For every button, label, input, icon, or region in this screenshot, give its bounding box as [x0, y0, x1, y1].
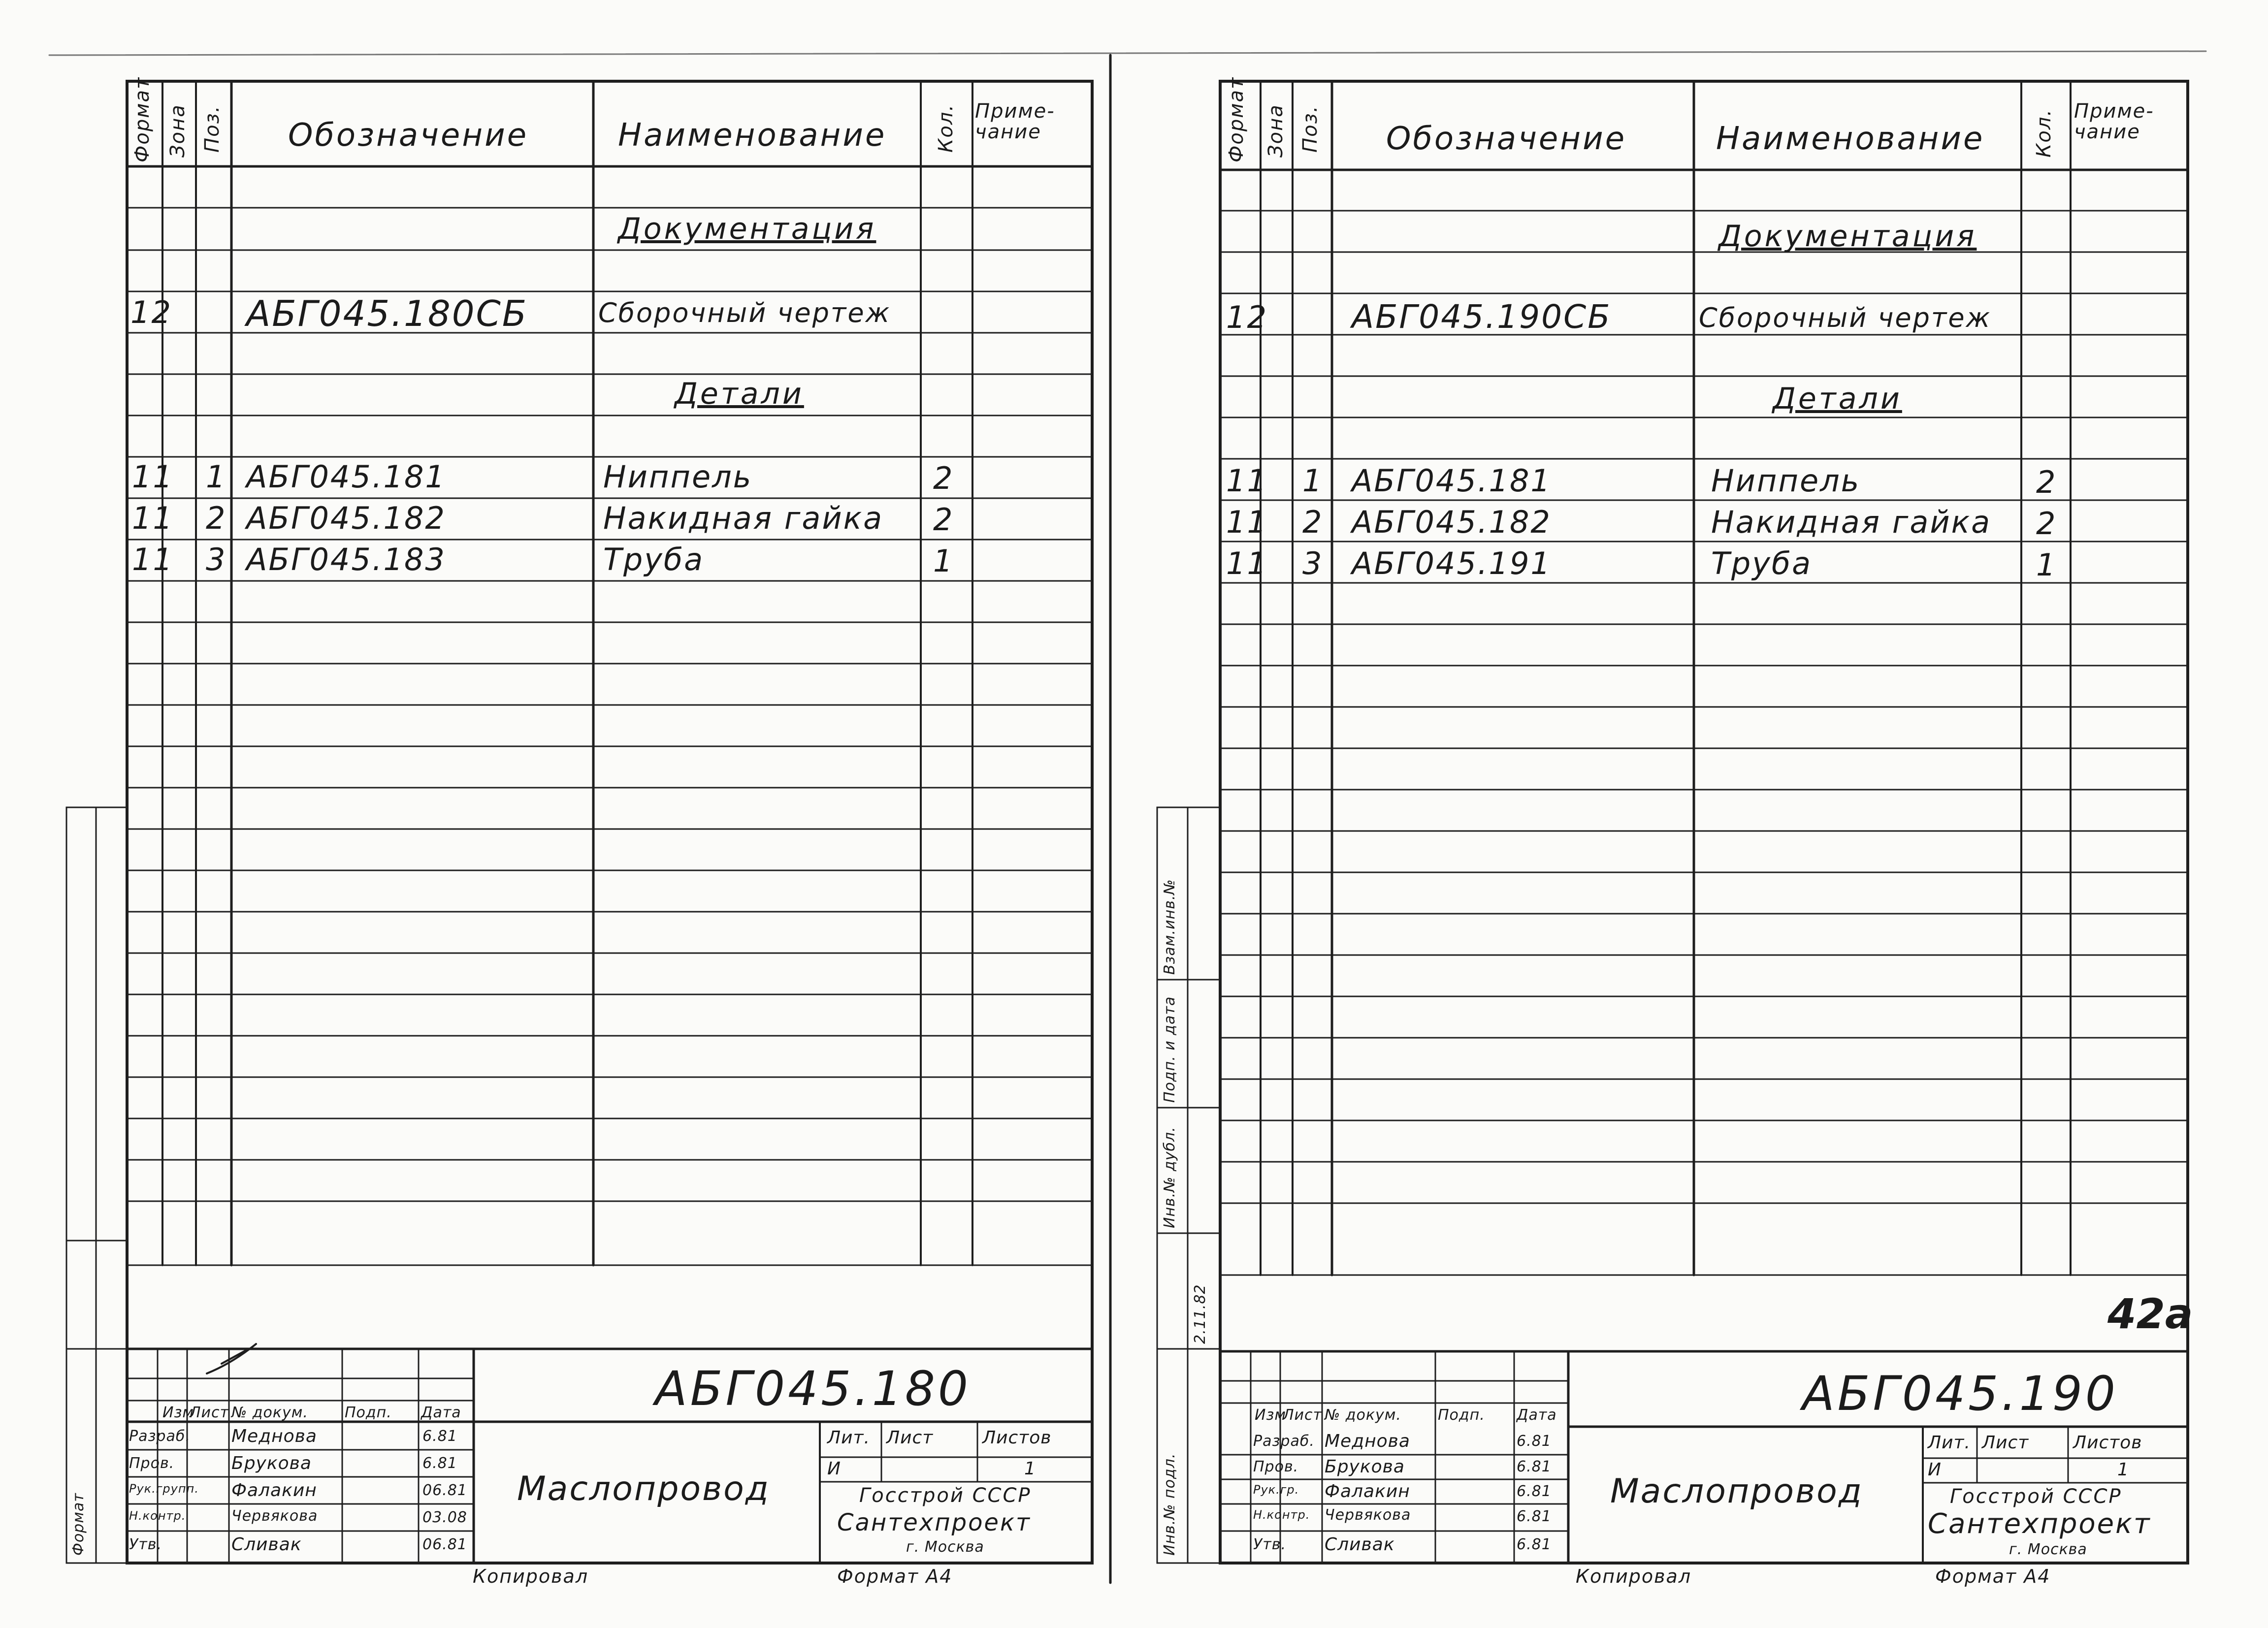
tb-header-docnum: № докум. [1325, 1406, 1401, 1424]
col-zone-header: Зона [166, 104, 189, 158]
signer-name: Фалакин [1325, 1481, 1410, 1501]
signer-date: 6.81 [1517, 1508, 1552, 1525]
col-note-header: Приме-чание [2074, 100, 2154, 143]
col-zone-header: Зона [1264, 104, 1287, 158]
sheets-label: Листов [982, 1428, 1052, 1448]
col-note-header: Приме-чание [975, 100, 1055, 143]
table-row-name: Ниппель [1711, 463, 1861, 499]
tb-header-sign: Подп. [1438, 1406, 1485, 1424]
signer-date: 6.81 [422, 1428, 457, 1445]
lit-value: И [827, 1459, 841, 1479]
signer-role: Разраб. [1253, 1433, 1315, 1450]
signer-date: 6.81 [1517, 1458, 1552, 1475]
page-mark: 42а [2107, 1290, 2193, 1338]
section-documentation: Документация [1718, 219, 1977, 254]
signer-role: Пров. [129, 1455, 175, 1472]
side-stamp-date-mark: 2.11.82 [1192, 1284, 1209, 1344]
product-name: Маслопровод [1610, 1472, 1863, 1511]
col-name-header: Наименование [1716, 121, 1985, 157]
product-name: Маслопровод [517, 1469, 770, 1508]
institute: Сантехпроект [1928, 1508, 2151, 1540]
table-row-format: 11 [1226, 545, 1268, 581]
signer-role: Н.контр. [129, 1509, 186, 1523]
col-qty-header: Кол. [935, 103, 957, 153]
lit-label: Лит. [827, 1428, 870, 1448]
signer-name: Брукова [1325, 1457, 1405, 1477]
footer-format: Формат А4 [1935, 1565, 2051, 1587]
table-row-pos: 1 [1302, 463, 1324, 499]
section-details: Детали [1773, 382, 1902, 416]
table-row-designation: АБГ045.182 [1352, 504, 1552, 540]
signer-role: Рук.гр. [1253, 1483, 1299, 1497]
col-qty-header: Кол. [2033, 108, 2055, 158]
signer-name: Меднова [1325, 1431, 1410, 1451]
signer-date: 6.81 [1517, 1483, 1552, 1500]
city: г. Москва [906, 1538, 984, 1556]
signer-role: Утв. [129, 1536, 162, 1553]
table-row-designation: АБГ045.191 [1352, 545, 1552, 581]
table-row-name: Сборочный чертеж [598, 297, 891, 328]
tb-header-list: Лист [190, 1404, 229, 1421]
table-row-qty: 2 [933, 502, 954, 538]
section-details: Детали [675, 377, 804, 411]
city: г. Москва [2009, 1541, 2087, 1558]
sheet-label: Лист [1982, 1433, 2029, 1453]
table-row-name: Сборочный чертеж [1699, 302, 1992, 333]
table-row-designation: АБГ045.182 [246, 500, 446, 536]
table-row-name: Труба [603, 542, 705, 577]
tb-header-date: Дата [1517, 1406, 1557, 1424]
table-row-format: 11 [132, 542, 174, 577]
tb-header-list: Лист [1283, 1406, 1323, 1424]
table-row-qty: 2 [933, 460, 954, 496]
lit-value: И [1928, 1460, 1942, 1480]
sheets-count: 1 [2117, 1460, 2129, 1480]
col-pos-header: Поз. [201, 105, 224, 153]
tb-header-izm: Изм [1255, 1406, 1287, 1424]
section-documentation: Документация [618, 212, 876, 246]
table-row-designation: АБГ045.183 [246, 542, 446, 577]
signer-date: 6.81 [422, 1455, 457, 1472]
col-pos-header: Поз. [1299, 105, 1322, 153]
col-designation-header: Обозначение [288, 117, 529, 154]
signer-name: Червякова [231, 1507, 318, 1525]
signer-date: 03.08 [422, 1509, 467, 1526]
table-row-qty: 2 [2036, 464, 2057, 500]
col-format-header: Формат [1225, 76, 1248, 162]
table-row-format: 11 [132, 500, 174, 536]
signer-role: Утв. [1253, 1536, 1286, 1553]
side-stamp-vzam: Взам.инв.№ [1161, 879, 1178, 975]
footer-copied: Копировал [1576, 1565, 1692, 1587]
signer-name: Фалакин [231, 1480, 317, 1500]
signer-role: Н.контр. [1253, 1508, 1310, 1522]
institute: Сантехпроект [837, 1509, 1031, 1536]
side-stamp-sign-date: Подп. и дата [1161, 996, 1178, 1103]
table-row-pos: 2 [1302, 504, 1324, 540]
organization: Госстрой СССР [1950, 1485, 2122, 1508]
tb-header-docnum: № докум. [231, 1404, 308, 1421]
signer-date: 06.81 [422, 1536, 467, 1553]
side-stamp-label: Формат [70, 1493, 87, 1556]
table-row-name: Ниппель [603, 459, 753, 495]
table-row-qty: 2 [2036, 506, 2057, 542]
col-designation-header: Обозначение [1386, 121, 1627, 157]
table-row-name: Накидная гайка [603, 500, 884, 536]
table-row-qty: 1 [2036, 547, 2057, 583]
table-row-designation: АБГ045.181 [1352, 463, 1552, 499]
table-row-pos: 3 [206, 542, 227, 577]
tb-header-sign: Подп. [345, 1404, 392, 1421]
table-row-pos: 3 [1302, 545, 1324, 581]
signer-role: Рук.групп. [129, 1482, 199, 1496]
col-name-header: Наименование [618, 117, 887, 154]
footer-copied: Копировал [473, 1565, 589, 1587]
signer-date: 6.81 [1517, 1433, 1552, 1450]
table-row-name: Накидная гайка [1711, 504, 1992, 540]
table-row-format: 11 [132, 459, 174, 495]
table-row-name: Труба [1711, 545, 1813, 581]
doc-code: АБГ045.180 [655, 1361, 971, 1416]
table-row-pos: 1 [206, 459, 227, 495]
signer-role: Пров. [1253, 1458, 1299, 1475]
signer-name: Сливак [231, 1534, 302, 1555]
col-format-header: Формат [131, 76, 154, 162]
signer-date: 6.81 [1517, 1536, 1552, 1553]
signer-role: Разраб. [129, 1428, 191, 1445]
side-stamp-inv-dubl: Инв.№ дубл. [1161, 1126, 1178, 1228]
table-row-format: 11 [1226, 463, 1268, 499]
signer-name: Брукова [231, 1453, 312, 1473]
sheets-label: Листов [2073, 1433, 2142, 1453]
tb-header-izm: Изм [162, 1404, 194, 1421]
sheet-label: Лист [886, 1428, 934, 1448]
side-stamp-inv-orig: Инв.№ подл. [1161, 1453, 1178, 1556]
sheets-count: 1 [1024, 1459, 1036, 1479]
table-row-designation: АБГ045.180СБ [246, 293, 528, 334]
signer-name: Сливак [1325, 1534, 1395, 1555]
signer-name: Меднова [231, 1426, 317, 1446]
table-row-designation: АБГ045.181 [246, 459, 446, 495]
table-row-format: 11 [1226, 504, 1268, 540]
doc-code: АБГ045.190 [1802, 1366, 2118, 1421]
table-row-qty: 1 [933, 543, 954, 579]
footer-format: Формат А4 [837, 1565, 953, 1587]
tb-header-date: Дата [421, 1404, 461, 1421]
table-row-pos: 2 [206, 500, 227, 536]
signer-date: 06.81 [422, 1482, 467, 1499]
lit-label: Лит. [1928, 1433, 1971, 1453]
table-row-format: 12 [1226, 299, 1268, 335]
table-row-designation: АБГ045.190СБ [1352, 298, 1612, 336]
organization: Госстрой СССР [859, 1484, 1032, 1507]
table-row-format: 12 [130, 294, 172, 330]
signer-name: Червякова [1325, 1506, 1411, 1524]
